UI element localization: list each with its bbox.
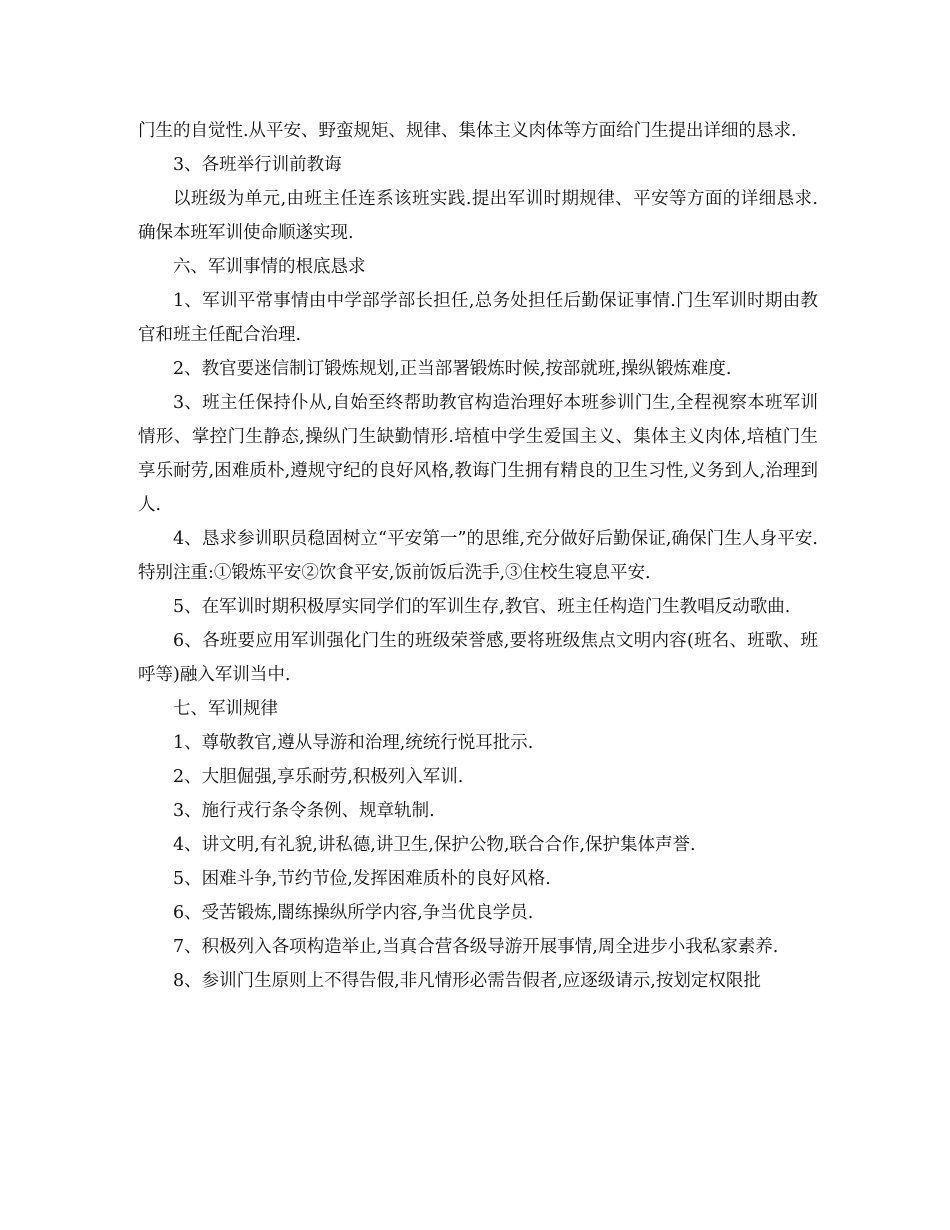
document-body <box>138 114 818 998</box>
paragraph: 以班级为单元,由班主任连系该班实践.提出军训时期规律、平安等方面的详细恳求.确保本班军训使命顺遂实现. <box>138 189 818 243</box>
list-item: 3、施行戎行条令条例、规章轨制. <box>173 801 435 821</box>
list-item: 3、班主任保持仆从,自始至终帮助教官构造治理好本班参训门生,全程视察本班军训情形、掌控门生静态,操纵门生缺勤情形.培植中学生爱国主义、集体主义肉体,培植门生享乐耐劳,困难质朴,遵规守纪的良好风格,教诲门生拥有精良的卫生习性,义务到人,治理到人. <box>138 393 818 515</box>
list-item: 4、讲文明,有礼貌,讲私德,讲卫生,保护公物,联合合作,保护集体声誉. <box>173 835 696 855</box>
list-item: 5、在军训时期积极厚实同学们的军训生存,教官、班主任构造门生教唱反动歌曲. <box>173 597 791 617</box>
list-item: 1、尊敬教官,遵从导游和治理,统统行悦耳批示. <box>173 733 534 753</box>
section-heading: 七、军训规律 <box>173 699 278 719</box>
list-item: 1、军训平常事情由中学部学部长担任,总务处担任后勤保证事情.门生军训时期由教官和班主任配合治理. <box>138 291 818 345</box>
list-item: 5、困难斗争,节约节俭,发挥困难质朴的良好风格. <box>173 869 551 889</box>
list-item: 2、大胆倔强,享乐耐劳,积极列入军训. <box>173 767 464 787</box>
list-item: 6、受苦锻炼,闇练操纵所学内容,争当优良学员. <box>173 903 534 923</box>
list-item: 8、参训门生原则上不得告假,非凡情形必需告假者,应逐级请示,按划定权限批 <box>173 971 761 991</box>
list-item: 6、各班要应用军训强化门生的班级荣誉感,要将班级焦点文明内容(班名、班歌、班呼等)融入军训当中. <box>138 631 818 685</box>
list-item: 4、恳求参训职员稳固树立“平安第一”的思维,充分做好后勤保证,确保门生人身平安.特别注重:①锻炼平安②饮食平安,饭前饭后洗手,③住校生寝息平安. <box>138 529 818 583</box>
paragraph-continuation: 门生的自觉性.从平安、野蛮规矩、规律、集体主义肉体等方面给门生提出详细的恳求. <box>138 121 797 141</box>
list-item: 2、教官要迷信制订锻炼规划,正当部署锻炼时候,按部就班,操纵锻炼难度. <box>173 359 732 379</box>
list-item: 7、积极列入各项构造举止,当真合营各级导游开展事情,周全进步小我私家素养. <box>173 937 779 957</box>
section-heading: 六、军训事情的根底恳求 <box>173 257 366 277</box>
list-item-heading: 3、各班举行训前教诲 <box>173 155 342 175</box>
